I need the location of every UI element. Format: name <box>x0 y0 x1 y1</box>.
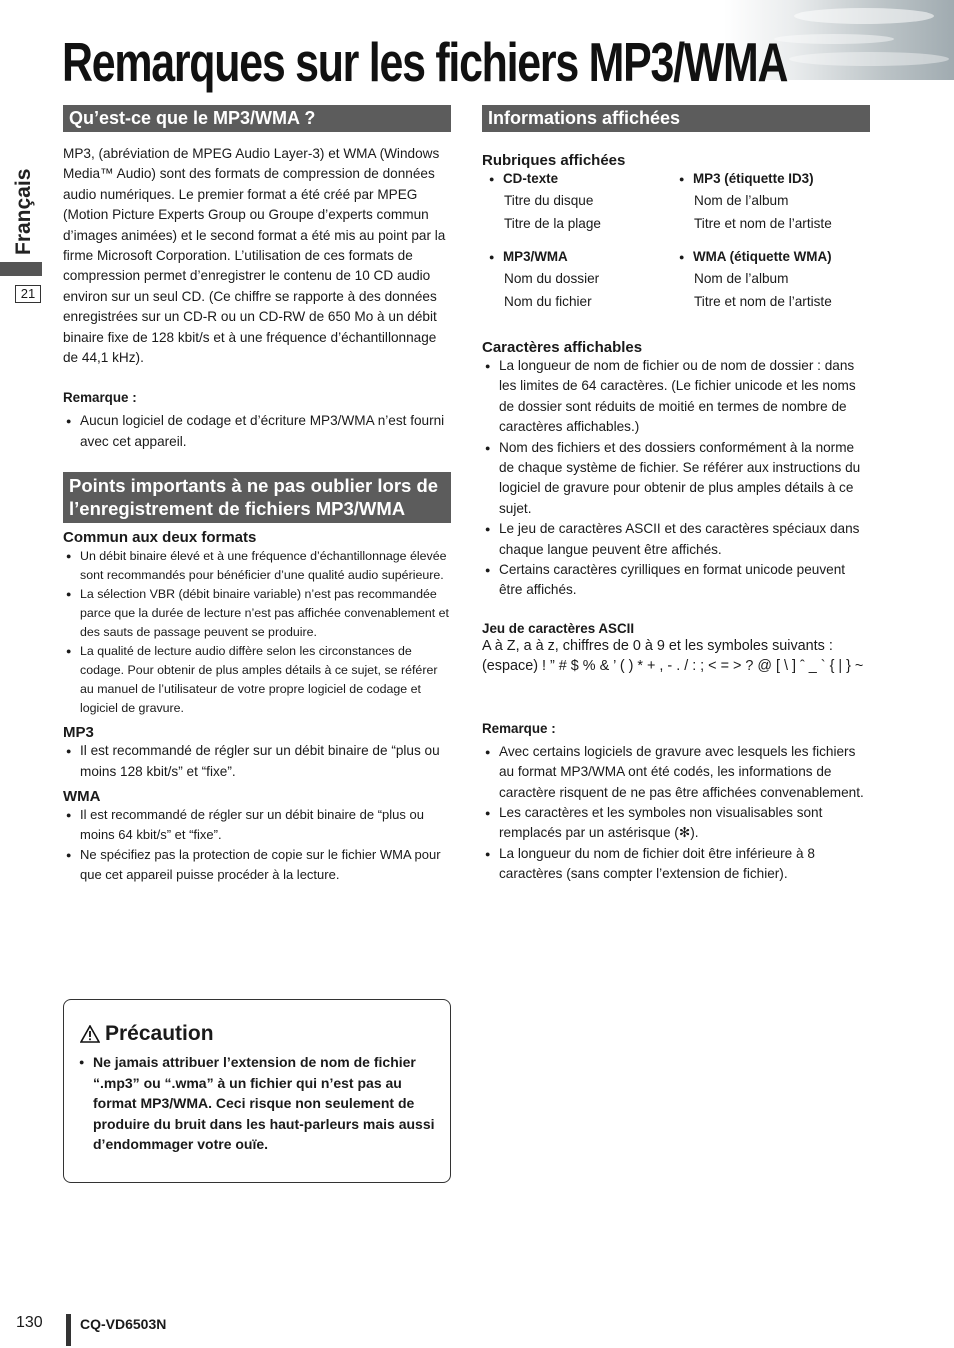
page-title: Remarques sur les fichiers MP3/WMA <box>62 31 788 93</box>
language-tab-bar <box>0 262 42 276</box>
list-item: ● Les caractères et les symboles non visualisables sont remplacés par un astérisque (✻). <box>482 803 870 844</box>
caution-list <box>76 1052 442 1155</box>
list-item: ● Avec certains logiciels de gravure avec lesquels les fichiers au format MP3/WMA ont été codés, les informations de caractère risquent de ne pas être affichées convenablement. <box>482 742 870 803</box>
section-heading-points: Points importants à ne pas oublier lors de l’enregistrement de fichiers MP3/WMA <box>63 472 451 523</box>
list-item: ● Il est recommandé de régler sur un débit binaire de “plus ou moins 128 kbit/s” et “fixe”. <box>63 741 451 782</box>
section-heading-what: Qu’est-ce que le MP3/WMA ? <box>63 105 451 132</box>
mp3-list <box>63 741 451 782</box>
caution-box <box>63 999 451 1183</box>
rubrique-item: ● WMA (étiquette WMA) Nom de l’album Titre et nom de l’artiste <box>672 247 862 313</box>
list-item: ● Certains caractères cyrilliques en format unicode peuvent être affichés. <box>482 560 870 601</box>
rubrique-item: ● MP3/WMA Nom du dossier Nom du fichier <box>482 247 672 313</box>
list-item: ● Il est recommandé de régler sur un débit binaire de “plus ou moins 64 kbit/s” et “fixe”. <box>63 805 451 845</box>
left-column <box>63 105 451 885</box>
remark-label: Remarque : <box>63 390 137 406</box>
page-number: 130 <box>16 1314 43 1331</box>
wma-heading: WMA <box>63 788 101 806</box>
chars-list <box>482 356 870 601</box>
caution-title: Précaution <box>105 1022 214 1045</box>
chars-heading: Caractères affichables <box>482 339 643 356</box>
list-item: ● Ne spécifiez pas la protection de copie sur le fichier WMA pour que cet appareil puisse procéder à la lecture. <box>63 845 451 885</box>
warning-icon <box>80 1025 100 1043</box>
list-item: ● Aucun logiciel de codage et d’écriture MP3/WMA n’est fourni avec cet appareil. <box>63 411 451 452</box>
what-body: MP3, (abréviation de MPEG Audio Layer-3) et WMA (Windows Media™ Audio) sont des formats de compression de données audio numériques. Le premier format a été créé par MPEG (Motion Picture Experts Group ou Groupe d’experts commun d’images animées) et le second format a été mis au point par la firme Microsoft Corporation. L’utilisation de ces formats de compression permet d’enregistrer le contenu de 10 CD audio environ sur un seul CD. (Ce chiffre se rapporte à des données enregistrées sur un CD-R ou un CD-RW de 650 Mo à un débit binaire fixe de 128 kbit/s et à une fréquence d’échantillonnage de 44,1 kHz). <box>63 146 446 366</box>
rubriques-grid <box>482 169 870 325</box>
common-list <box>63 547 451 718</box>
list-item: ● Le jeu de caractères ASCII et des caractères spéciaux dans chaque langue peuvent être affichés. <box>482 519 870 560</box>
list-item: ● La longueur de nom de fichier ou de nom de dossier : dans les limites de 64 caractères. (Le fichier unicode et les noms de dossier sont réduits de moitié en termes de nombre de caractères affichables.) <box>482 356 870 438</box>
rubrique-item: ● CD-texte Titre du disque Titre de la plage <box>482 169 672 235</box>
list-item: ● Nom des fichiers et des dossiers conformément à la norme de chaque système de fichier. Se référer aux instructions du logiciel de gravure pour obtenir de plus amples détails à ce sujet. <box>482 438 870 520</box>
model-number: CQ-VD6503N <box>80 1316 167 1332</box>
list-item: ● Un débit binaire élevé et à une fréquence d’échantillonnage élevée sont recommandés pour bénéficier d’une qualité audio supérieure. <box>63 547 451 585</box>
right-column <box>482 105 870 885</box>
remark-label-right: Remarque : <box>482 720 556 736</box>
ascii-heading: Jeu de caractères ASCII <box>482 620 635 636</box>
rubriques-col-1 <box>482 169 672 325</box>
remark-list-right <box>482 742 870 885</box>
ascii-body: A à Z, a à z, chiffres de 0 à 9 et les symboles suivants : (espace) ! ” # $ % & ’ ( ) * + , - . / : ; < = > ? @ [ \ ] ˆ _ ` { | } ~ <box>482 637 864 675</box>
wma-list <box>63 805 451 885</box>
list-item: ● La longueur du nom de fichier doit être inférieure à 8 caractères (sans compter l’extension de fichier). <box>482 844 870 885</box>
list-item: ● Ne jamais attribuer l’extension de nom de fichier “.mp3” ou “.wma” à un fichier qui n’est pas au format MP3/WMA. Ceci risque non seulement de produire du bruit dans les haut-parleurs mais aussi d’endommager votre ouïe. <box>76 1052 442 1155</box>
language-tab-label: Français <box>12 168 35 255</box>
mp3-heading: MP3 <box>63 724 94 742</box>
rubriques-heading: Rubriques affichées <box>482 152 626 169</box>
remark-list <box>63 411 451 452</box>
section-number: 21 <box>15 285 41 303</box>
rubriques-col-2 <box>672 169 862 325</box>
common-heading: Commun aux deux formats <box>63 529 257 547</box>
list-item: ● La qualité de lecture audio diffère selon les circonstances de codage. Pour obtenir de plus amples détails à ce sujet, se référer au manuel de l’utilisateur de votre propre logiciel de codage et logiciel de gravure. <box>63 642 451 718</box>
rubrique-item: ● MP3 (étiquette ID3) Nom de l’album Titre et nom de l’artiste <box>672 169 862 235</box>
footer-bar <box>66 1314 71 1346</box>
section-heading-info: Informations affichées <box>482 105 870 132</box>
list-item: ● La sélection VBR (débit binaire variable) n’est pas recommandée parce que la durée de lecture n’est pas affichée convenablement et des sauts de passage peuvent se produire. <box>63 585 451 642</box>
